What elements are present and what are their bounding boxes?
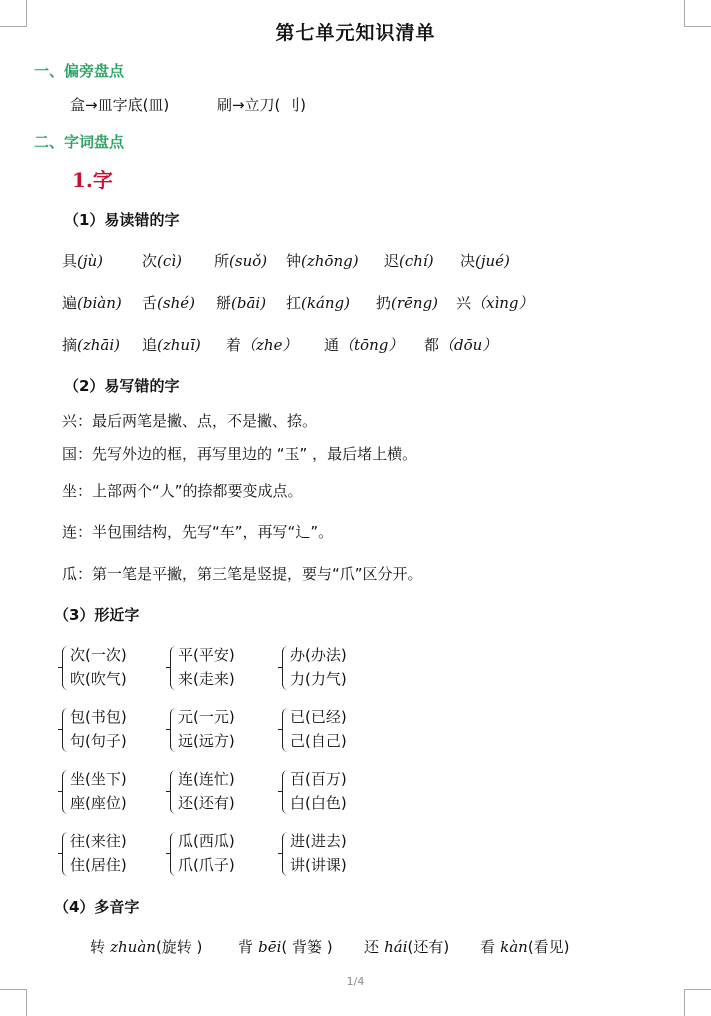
- polyphonic-item: 转 zhuàn(旋转 ): [90, 938, 203, 956]
- misread-item: 迟(chí): [384, 252, 434, 270]
- brace-icon: [62, 832, 69, 876]
- misread-item: 都（dōu）: [424, 336, 498, 354]
- misread-item: 掰(bāi): [216, 294, 267, 312]
- misread-item: 钟(zhōng): [286, 252, 359, 270]
- radicals-line: 盒→皿字底(皿) 刷→立刀( 刂): [70, 96, 306, 114]
- section-radicals-heading: 一、偏旁盘点: [34, 62, 125, 80]
- misread-item: 次(cì): [142, 252, 182, 270]
- polyphonic-item: 背 bēi( 背篓 ): [238, 938, 333, 956]
- brace-icon: [62, 708, 69, 752]
- misread-item: 遍(biàn): [62, 294, 122, 312]
- page-title: 第七单元知识清单: [275, 22, 436, 44]
- miswrite-item: 兴：最后两笔是撇、点，不是撇、捺。: [62, 412, 318, 430]
- misread-item: 决(jué): [460, 252, 510, 270]
- page-corner-mark: [684, 989, 711, 1016]
- polyphonic-item: 看 kàn(看见): [480, 938, 570, 956]
- section-words-heading: 二、字词盘点: [34, 133, 125, 151]
- characters-subheading: 1.字: [72, 168, 113, 192]
- polyphonic-item: 还 hái(还有): [364, 938, 450, 956]
- brace-icon: [282, 646, 289, 690]
- misread-item: 摘(zhāi): [62, 336, 121, 354]
- misread-item: 通（tōng）: [324, 336, 404, 354]
- brace-icon: [282, 708, 289, 752]
- miswrite-item: 连：半包围结构，先写“车”，再写“辶”。: [62, 523, 334, 541]
- miswrite-item: 坐：上部两个“人”的捺都要变成点。: [62, 482, 303, 500]
- easy-misread-heading: （1）易读错的字: [64, 211, 180, 229]
- brace-icon: [170, 646, 177, 690]
- brace-icon: [62, 646, 69, 690]
- misread-item: 具(jù): [62, 252, 104, 270]
- brace-icon: [170, 832, 177, 876]
- misread-item: 扛(káng): [286, 294, 351, 312]
- misread-item: 兴（xìng）: [456, 294, 534, 312]
- brace-icon: [170, 708, 177, 752]
- brace-icon: [282, 770, 289, 814]
- brace-icon: [62, 770, 69, 814]
- brace-icon: [282, 832, 289, 876]
- misread-item: 追(zhuī): [142, 336, 201, 354]
- misread-item: 扔(rēng): [376, 294, 439, 312]
- miswrite-item: 国：先写外边的框，再写里边的 “玉” ，最后堵上横。: [62, 445, 418, 463]
- polyphonic-heading: （4）多音字: [54, 898, 140, 916]
- page-number: 1/4: [346, 975, 365, 988]
- similar-chars-heading: （3）形近字: [54, 606, 140, 624]
- page-corner-mark: [0, 989, 27, 1016]
- brace-icon: [170, 770, 177, 814]
- misread-item: 舌(shé): [142, 294, 195, 312]
- misread-item: 所(suǒ): [214, 252, 268, 270]
- miswrite-item: 瓜：第一笔是平撇，第三笔是竖提，要与“爪”区分开。: [62, 565, 423, 583]
- easy-miswrite-heading: （2）易写错的字: [64, 377, 180, 395]
- misread-item: 着（zhe）: [226, 336, 298, 354]
